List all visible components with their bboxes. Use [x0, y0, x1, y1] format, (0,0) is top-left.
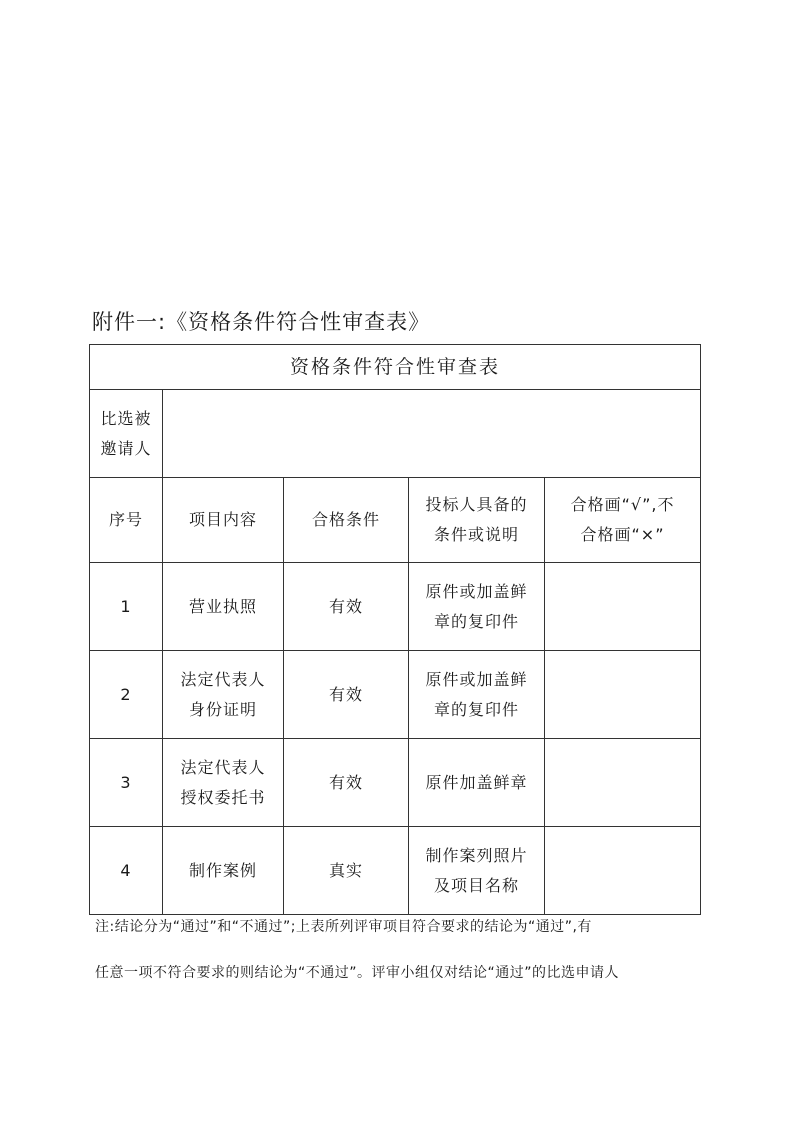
invitee-label [90, 390, 163, 478]
table-row [90, 563, 701, 651]
table-row [90, 739, 701, 827]
row-item [163, 563, 284, 651]
table-header-row [90, 478, 701, 563]
row-seq: 4 [90, 827, 163, 915]
table-title: 资格条件符合性审查表 [90, 345, 701, 390]
invitee-value-cell[interactable] [163, 390, 701, 478]
row-description [409, 827, 545, 915]
row-item-line-1: 营业执照 [188, 596, 257, 616]
row-mark-cell[interactable] [545, 739, 701, 827]
row-item [163, 739, 284, 827]
row-condition: 有效 [284, 739, 409, 827]
invitee-label-line-2: 邀请人 [100, 438, 152, 458]
row-mark-cell[interactable] [545, 651, 701, 739]
qualification-review-table [89, 344, 701, 915]
row-mark-cell[interactable] [545, 563, 701, 651]
footnote-line-1: 注:结论分为“通过”和“不通过”;上表所列评审项目符合要求的结论为“通过”,有 [95, 919, 592, 935]
header-mark-line-1: 合格画“√”,不 [570, 495, 675, 514]
row-item-line-2: 身份证明 [188, 699, 257, 719]
invitee-label-line-1: 比选被 [100, 408, 152, 428]
row-description-line-1: 原件或加盖鲜 [425, 669, 528, 689]
row-description-line-2: 章的复印件 [433, 699, 519, 719]
row-item-line-1: 制作案例 [188, 860, 257, 880]
invitee-row [90, 390, 701, 478]
row-seq: 2 [90, 651, 163, 739]
header-mark-line-2: 合格画“×” [580, 525, 665, 544]
row-description-line-1: 原件加盖鲜章 [425, 772, 528, 792]
row-condition: 有效 [284, 651, 409, 739]
header-description-line-2: 条件或说明 [433, 525, 519, 544]
header-condition: 合格条件 [284, 478, 409, 563]
row-item [163, 827, 284, 915]
footnote [95, 918, 701, 982]
row-item-line-1: 法定代表人 [180, 757, 266, 777]
row-item-line-1: 法定代表人 [180, 669, 266, 689]
row-seq: 1 [90, 563, 163, 651]
footnote-line-2: 任意一项不符合要求的则结论为“不通过”。评审小组仅对结论“通过”的比选申请人 [95, 965, 620, 981]
row-description [409, 651, 545, 739]
row-seq: 3 [90, 739, 163, 827]
header-mark [545, 478, 701, 563]
table-row [90, 827, 701, 915]
attachment-heading: 附件一:《资格条件符合性审查表》 [92, 310, 431, 334]
row-description-line-2: 及项目名称 [433, 875, 519, 895]
row-condition: 真实 [284, 827, 409, 915]
row-description-line-1: 原件或加盖鲜 [425, 581, 528, 601]
row-item [163, 651, 284, 739]
row-description-line-2: 章的复印件 [433, 611, 519, 631]
header-description-line-1: 投标人具备的 [425, 495, 528, 514]
table-title-row [90, 345, 701, 390]
row-condition: 有效 [284, 563, 409, 651]
header-item: 项目内容 [163, 478, 284, 563]
table-row [90, 651, 701, 739]
header-seq: 序号 [90, 478, 163, 563]
row-item-line-2: 授权委托书 [180, 787, 266, 807]
row-mark-cell[interactable] [545, 827, 701, 915]
row-description [409, 563, 545, 651]
row-description [409, 739, 545, 827]
header-description [409, 478, 545, 563]
row-description-line-1: 制作案列照片 [425, 845, 528, 865]
